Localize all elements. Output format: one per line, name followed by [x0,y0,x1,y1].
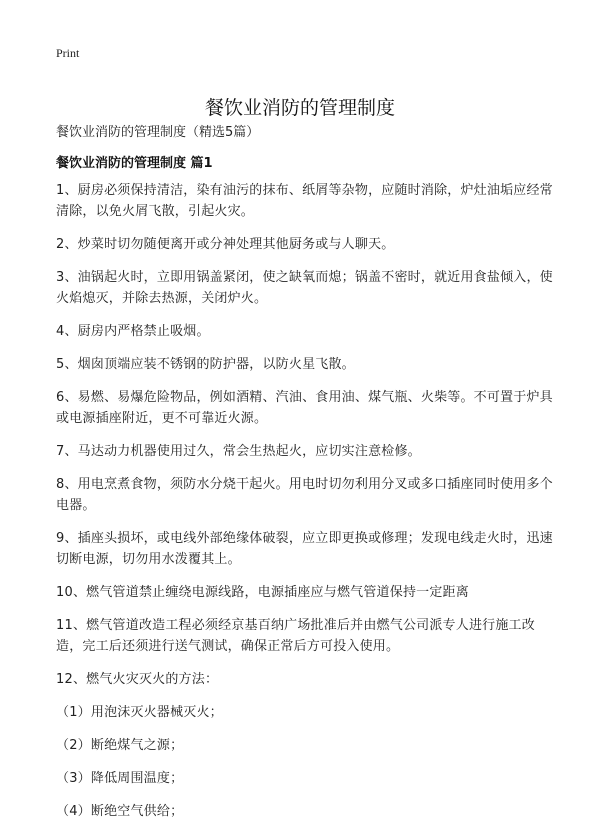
regulation-item: 1、厨房必须保持清洁，染有油污的抹布、纸屑等杂物，应随时消除，炉灶油垢应经常清除，以免火屑飞散，引起火灾。 [56,183,553,219]
regulation-item: 6、易燃、易爆危险物品，例如酒精、汽油、食用油、煤气瓶、火柴等。不可置于炉具或电源插座附近，更不可靠近火源。 [56,390,553,426]
regulation-item: 12、燃气火灾灭火的方法： [56,672,219,687]
regulation-item: 5、烟囱顶端应装不锈钢的防护器，以防火星飞散。 [56,357,355,372]
regulation-subitem: （1）用泡沫灭火器械灭火； [56,705,223,720]
document-title: 餐饮业消防的管理制度 [204,96,395,119]
regulation-list [56,180,556,834]
print-label: Print [56,46,80,60]
document-subtitle: 餐饮业消防的管理制度（精选5篇） [56,125,260,140]
regulation-item: 10、燃气管道禁止缠绕电源线路，电源插座应与燃气管道保持一定距离 [56,585,469,600]
regulation-item: 7、马达动力机器使用过久，常会生热起火，应切实注意检修。 [56,444,421,459]
regulation-subitem: （3）降低周围温度； [56,771,184,786]
regulation-item: 9、插座头损坏，或电线外部绝缘体破裂，应立即更换或修理；发现电线走火时，迅速切断电源，切勿用水泼覆其上。 [56,531,553,567]
regulation-item: 4、厨房内严格禁止吸烟。 [56,324,210,339]
regulation-item: 8、用电烹煮食物，须防水分烧干起火。用电时切勿利用分叉或多口插座同时使用多个电器。 [56,477,553,513]
regulation-item: 3、油锅起火时，立即用锅盖紧闭，使之缺氧而熄；锅盖不密时，就近用食盐倾入，使火焰熄灭，并除去热源，关闭炉火。 [56,270,553,306]
section-heading: 餐饮业消防的管理制度 篇1 [56,156,213,171]
regulation-item: 2、炒菜时切勿随便离开或分神处理其他厨务或与人聊天。 [56,237,395,252]
regulation-subitem: （4）断绝空气供给； [56,804,184,819]
regulation-item: 11、燃气管道改造工程必须经京基百纳广场批准后并由燃气公司派专人进行施工改造，完工后还须进行送气测试，确保正常后方可投入使用。 [56,618,535,654]
regulation-subitem: （2）断绝煤气之源； [56,738,184,753]
